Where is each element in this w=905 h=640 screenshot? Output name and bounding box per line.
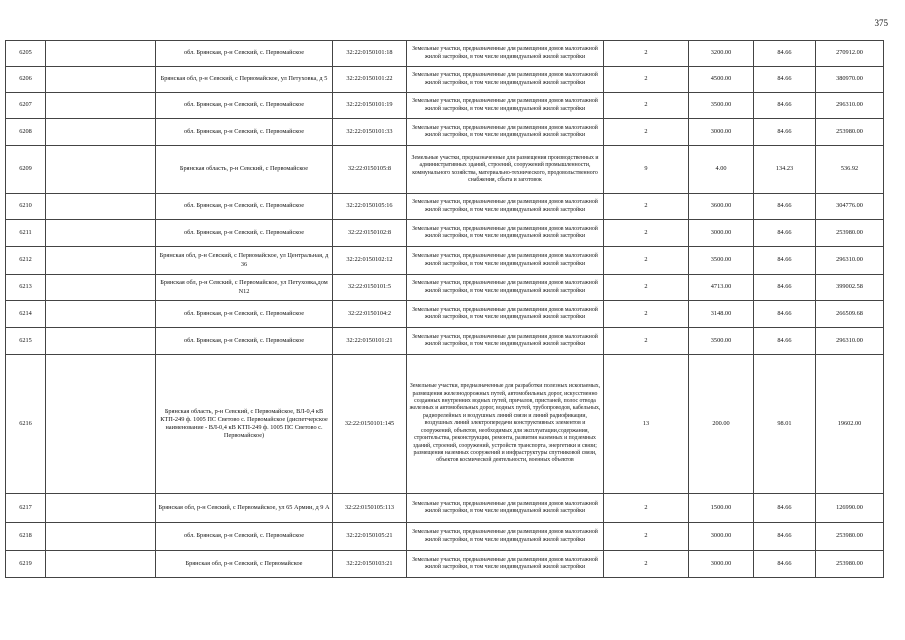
address-cell: обл. Брянская, р-н Севский, с. Первомайское [156, 220, 333, 247]
blank-cell [46, 301, 156, 328]
row-number-cell: 6206 [6, 67, 46, 93]
cadastral-number-cell: 32:22:0150105:16 [333, 194, 407, 220]
address-cell: обл. Брянская, р-н Севский, с. Первомайское [156, 93, 333, 119]
area-cell: 3500.00 [689, 93, 754, 119]
blank-cell [46, 93, 156, 119]
table-row [6, 194, 884, 220]
cadastral-value-cell: 19602.00 [816, 355, 884, 494]
cadastral-number-cell: 32:22:0150101:21 [333, 328, 407, 355]
permitted-use-cell: Земельные участки, предназначенные для размещения домов малоэтажной жилой застройки, в том числе индивидуальной жилой застройки [407, 328, 604, 355]
address-cell: Брянская обл, р-н Севский, с Первомайское, ул Петуховка,дом N12 [156, 275, 333, 301]
rate-cell: 84.66 [754, 41, 816, 67]
address-cell: Брянская обл, р-н Севский, с Первомайское, ул 65 Армии, д 9 А [156, 494, 333, 523]
area-cell: 3000.00 [689, 551, 754, 578]
cadastral-value-cell: 296310.00 [816, 247, 884, 275]
rate-cell: 84.66 [754, 220, 816, 247]
blank-cell [46, 551, 156, 578]
row-number-cell: 6205 [6, 41, 46, 67]
cadastral-value-cell: 296310.00 [816, 93, 884, 119]
cadastral-number-cell: 32:22:0150103:21 [333, 551, 407, 578]
table-row [6, 551, 884, 578]
area-cell: 1500.00 [689, 494, 754, 523]
address-cell: Брянская область, р-н Севский, с Первомайское, ВЛ-0,4 кВ КТП-249 ф. 1005 ПС Светово с. Первомайское (диспетчерское наименование - ВЛ-0,4 кВ КТП-249 ф. 1005 ПС Светово с. Первомайское) [156, 355, 333, 494]
rate-cell: 84.66 [754, 551, 816, 578]
blank-cell [46, 494, 156, 523]
cadastral-value-cell: 304776.00 [816, 194, 884, 220]
cadastral-value-cell: 380970.00 [816, 67, 884, 93]
blank-cell [46, 194, 156, 220]
rate-cell: 134.23 [754, 146, 816, 194]
group-cell: 2 [604, 275, 689, 301]
cadastral-number-cell: 32:22:0150105:8 [333, 146, 407, 194]
table-row [6, 275, 884, 301]
table-row [6, 523, 884, 551]
permitted-use-cell: Земельные участки, предназначенные для разработки полезных ископаемых, размещения железнодорожных путей, автомобильных дорог, искусственно созданных внутренних водных путей, причалов, пристаней, полос отвода железных и автомобильных дорог, водных путей, трубопроводов, кабельных, радиорелейных и воздушных линий связи и линий радиофикации, воздушных линий электропередачи конструктивных элементов и сооружений, объектов, необходимых для эксплуатации,содержания, строительства, реконструкции, ремонта, развития наземных и подземных зданий, строений, сооружений, устройств транспорта, энергетики и связи; размещения наземных сооружений и инфраструктуры спутниковой связи, объектов космической деятельности, военных объектов [407, 355, 604, 494]
blank-cell [46, 328, 156, 355]
table-row [6, 41, 884, 67]
group-cell: 2 [604, 93, 689, 119]
rate-cell: 84.66 [754, 275, 816, 301]
cadastral-number-cell: 32:22:0150104:2 [333, 301, 407, 328]
cadastral-number-cell: 32:22:0150105:113 [333, 494, 407, 523]
permitted-use-cell: Земельные участки, предназначенные для размещения домов малоэтажной жилой застройки, в том числе индивидуальной жилой застройки [407, 523, 604, 551]
cadastral-value-cell: 126990.00 [816, 494, 884, 523]
cadastral-value-cell: 253980.00 [816, 523, 884, 551]
table-row [6, 220, 884, 247]
group-cell: 2 [604, 41, 689, 67]
address-cell: Брянская область, р-н Севский, с Первомайское [156, 146, 333, 194]
permitted-use-cell: Земельные участки, предназначенные для размещения домов малоэтажной жилой застройки, в том числе индивидуальной жилой застройки [407, 41, 604, 67]
row-number-cell: 6217 [6, 494, 46, 523]
permitted-use-cell: Земельные участки, предназначенные для размещения производственных и административных зданий, строений, сооружений промышленности, коммунального хозяйства, материально-технического, продовольственного снабжения, сбыта и заготовок [407, 146, 604, 194]
area-cell: 3600.00 [689, 194, 754, 220]
rate-cell: 84.66 [754, 67, 816, 93]
address-cell: обл. Брянская, р-н Севский, с. Первомайское [156, 523, 333, 551]
rate-cell: 84.66 [754, 523, 816, 551]
permitted-use-cell: Земельные участки, предназначенные для размещения домов малоэтажной жилой застройки, в том числе индивидуальной жилой застройки [407, 247, 604, 275]
permitted-use-cell: Земельные участки, предназначенные для размещения домов малоэтажной жилой застройки, в том числе индивидуальной жилой застройки [407, 275, 604, 301]
address-cell: обл. Брянская, р-н Севский, с. Первомайское [156, 301, 333, 328]
permitted-use-cell: Земельные участки, предназначенные для размещения домов малоэтажной жилой застройки, в том числе индивидуальной жилой застройки [407, 220, 604, 247]
table-row [6, 93, 884, 119]
area-cell: 200.00 [689, 355, 754, 494]
address-cell: обл. Брянская, р-н Севский, с. Первомайское [156, 119, 333, 146]
group-cell: 2 [604, 194, 689, 220]
blank-cell [46, 247, 156, 275]
rate-cell: 98.01 [754, 355, 816, 494]
row-number-cell: 6216 [6, 355, 46, 494]
table-row [6, 247, 884, 275]
cadastral-value-cell: 253980.00 [816, 551, 884, 578]
cadastral-value-cell: 399002.58 [816, 275, 884, 301]
table-row [6, 355, 884, 494]
group-cell: 2 [604, 551, 689, 578]
cadastral-number-cell: 32:22:0150101:145 [333, 355, 407, 494]
area-cell: 3500.00 [689, 247, 754, 275]
row-number-cell: 6208 [6, 119, 46, 146]
blank-cell [46, 67, 156, 93]
cadastral-number-cell: 32:22:0150102:12 [333, 247, 407, 275]
group-cell: 2 [604, 328, 689, 355]
cadastral-value-cell: 296310.00 [816, 328, 884, 355]
group-cell: 2 [604, 220, 689, 247]
area-cell: 3148.00 [689, 301, 754, 328]
row-number-cell: 6212 [6, 247, 46, 275]
blank-cell [46, 146, 156, 194]
cadastral-value-cell: 270912.00 [816, 41, 884, 67]
cadastral-number-cell: 32:22:0150101:33 [333, 119, 407, 146]
area-cell: 4500.00 [689, 67, 754, 93]
permitted-use-cell: Земельные участки, предназначенные для размещения домов малоэтажной жилой застройки, в том числе индивидуальной жилой застройки [407, 194, 604, 220]
address-cell: обл. Брянская, р-н Севский, с. Первомайское [156, 41, 333, 67]
cadastral-value-cell: 266509.68 [816, 301, 884, 328]
rate-cell: 84.66 [754, 93, 816, 119]
blank-cell [46, 220, 156, 247]
rate-cell: 84.66 [754, 119, 816, 146]
permitted-use-cell: Земельные участки, предназначенные для размещения домов малоэтажной жилой застройки, в том числе индивидуальной жилой застройки [407, 551, 604, 578]
blank-cell [46, 119, 156, 146]
permitted-use-cell: Земельные участки, предназначенные для размещения домов малоэтажной жилой застройки, в том числе индивидуальной жилой застройки [407, 119, 604, 146]
blank-cell [46, 355, 156, 494]
group-cell: 2 [604, 523, 689, 551]
table-row [6, 119, 884, 146]
area-cell: 4.00 [689, 146, 754, 194]
address-cell: Брянская обл, р-н Севский, с Первомайское, ул Центральная, д 36 [156, 247, 333, 275]
cadastral-value-cell: 253980.00 [816, 119, 884, 146]
page-number: 375 [874, 18, 888, 28]
cadastral-number-cell: 32:22:0150101:18 [333, 41, 407, 67]
table-row [6, 146, 884, 194]
rate-cell: 84.66 [754, 301, 816, 328]
cadastral-value-cell: 536.92 [816, 146, 884, 194]
area-cell: 3000.00 [689, 119, 754, 146]
table-row [6, 67, 884, 93]
permitted-use-cell: Земельные участки, предназначенные для размещения домов малоэтажной жилой застройки, в том числе индивидуальной жилой застройки [407, 301, 604, 328]
group-cell: 2 [604, 301, 689, 328]
group-cell: 13 [604, 355, 689, 494]
blank-cell [46, 275, 156, 301]
permitted-use-cell: Земельные участки, предназначенные для размещения домов малоэтажной жилой застройки, в том числе индивидуальной жилой застройки [407, 93, 604, 119]
address-cell: Брянская обл, р-н Севский, с Первомайское [156, 551, 333, 578]
cadastral-number-cell: 32:22:0150105:21 [333, 523, 407, 551]
cadastral-value-cell: 253980.00 [816, 220, 884, 247]
group-cell: 2 [604, 494, 689, 523]
group-cell: 2 [604, 67, 689, 93]
rate-cell: 84.66 [754, 247, 816, 275]
cadastral-number-cell: 32:22:0150102:8 [333, 220, 407, 247]
row-number-cell: 6207 [6, 93, 46, 119]
table-row [6, 494, 884, 523]
group-cell: 2 [604, 247, 689, 275]
permitted-use-cell: Земельные участки, предназначенные для размещения домов малоэтажной жилой застройки, в том числе индивидуальной жилой застройки [407, 494, 604, 523]
area-cell: 3500.00 [689, 328, 754, 355]
table-row [6, 301, 884, 328]
rate-cell: 84.66 [754, 328, 816, 355]
area-cell: 3000.00 [689, 523, 754, 551]
row-number-cell: 6218 [6, 523, 46, 551]
group-cell: 9 [604, 146, 689, 194]
cadastral-number-cell: 32:22:0150101:22 [333, 67, 407, 93]
address-cell: обл. Брянская, р-н Севский, с. Первомайское [156, 194, 333, 220]
row-number-cell: 6209 [6, 146, 46, 194]
row-number-cell: 6219 [6, 551, 46, 578]
permitted-use-cell: Земельные участки, предназначенные для размещения домов малоэтажной жилой застройки, в том числе индивидуальной жилой застройки [407, 67, 604, 93]
area-cell: 3200.00 [689, 41, 754, 67]
cadastral-number-cell: 32:22:0150101:19 [333, 93, 407, 119]
area-cell: 3000.00 [689, 220, 754, 247]
group-cell: 2 [604, 119, 689, 146]
table-row [6, 328, 884, 355]
land-plots-table [5, 40, 884, 578]
rate-cell: 84.66 [754, 194, 816, 220]
address-cell: Брянская обл, р-н Севский, с Первомайское, ул Петуховка, д 5 [156, 67, 333, 93]
row-number-cell: 6214 [6, 301, 46, 328]
row-number-cell: 6213 [6, 275, 46, 301]
blank-cell [46, 523, 156, 551]
row-number-cell: 6210 [6, 194, 46, 220]
cadastral-number-cell: 32:22:0150101:5 [333, 275, 407, 301]
rate-cell: 84.66 [754, 494, 816, 523]
area-cell: 4713.00 [689, 275, 754, 301]
address-cell: обл. Брянская, р-н Севский, с. Первомайское [156, 328, 333, 355]
row-number-cell: 6211 [6, 220, 46, 247]
row-number-cell: 6215 [6, 328, 46, 355]
blank-cell [46, 41, 156, 67]
